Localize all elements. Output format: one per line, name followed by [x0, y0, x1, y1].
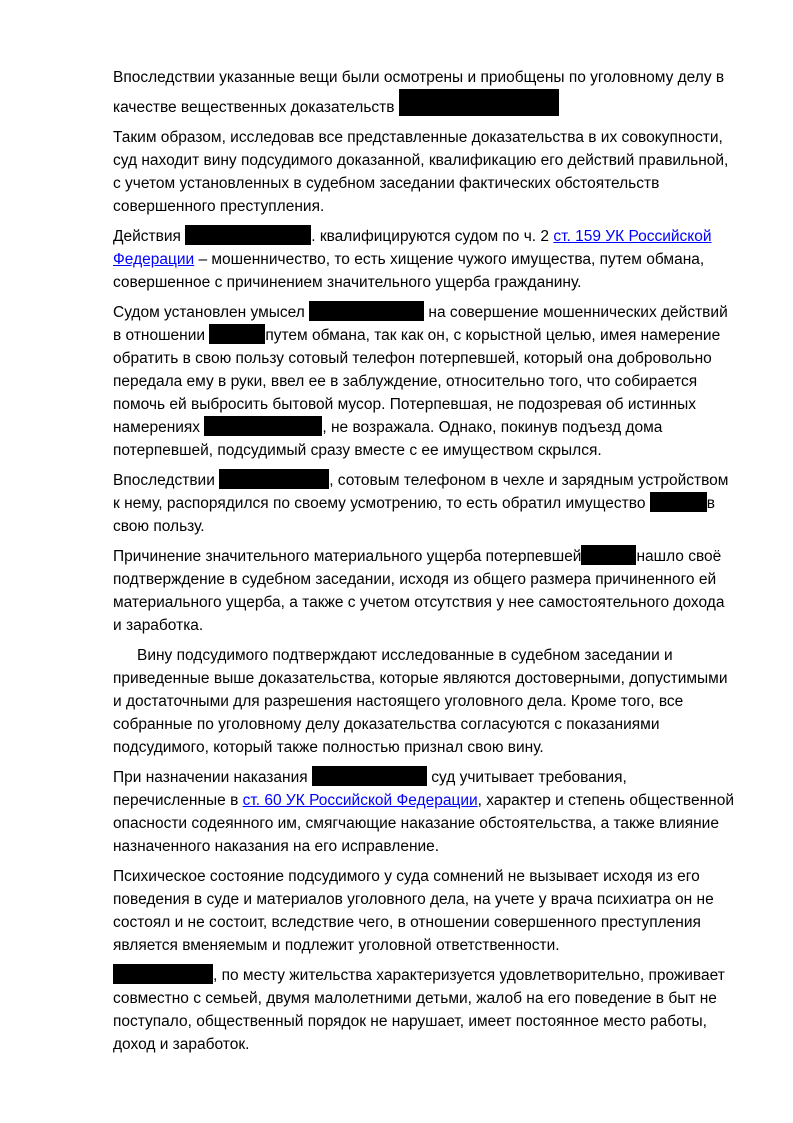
text-run: – мошенничество, то есть хищение чужого имущества, путем обмана, совершенное с причинением значительного ущерба гражданину. — [113, 251, 705, 291]
paragraph — [113, 66, 737, 119]
text-run: Впоследствии указанные вещи были осмотрены и приобщены по уголовному делу в качестве вещественных доказательств — [113, 69, 725, 116]
paragraph — [113, 545, 737, 637]
text-run: в свою пользу. — [113, 495, 715, 535]
paragraph — [113, 865, 737, 957]
text-run: Судом установлен умысел — [113, 304, 310, 321]
redaction-box — [204, 416, 322, 436]
statute-link[interactable]: ст. 159 УК Российской Федерации — [113, 228, 712, 268]
redaction-box — [209, 324, 265, 344]
paragraph — [113, 301, 737, 462]
text-run: , характер и степень общественной опасности содеянного им, смягчающие наказание обстоятельства, а также влияние назначенного наказания на его исправление. — [113, 792, 734, 855]
paragraph — [113, 766, 737, 858]
paragraph — [113, 964, 737, 1056]
text-run: нашло своё подтверждение в судебном заседании, исходя из общего размера причиненного ей материального ущерба, а также с учетом отсутствия у нее самостоятельного дохода и заработка. — [113, 548, 725, 634]
redaction-box — [650, 492, 707, 512]
text-run: . квалифицируются судом по ч. 2 — [311, 228, 554, 245]
paragraph — [113, 225, 737, 294]
redaction-box — [219, 469, 329, 489]
paragraph — [113, 644, 737, 759]
text-run: суд учитывает требования, перечисленные в — [113, 769, 627, 809]
text-run: Таким образом, исследовав все представленные доказательства в их совокупности, суд находит вину подсудимого доказанной, квалификацию его действий правильной, с учетом установленных в судебном заседании фактических обстоятельств совершенного преступления. — [113, 129, 729, 215]
text-run: При назначении наказания — [113, 769, 312, 786]
text-run: Впоследствии — [113, 472, 220, 489]
paragraph — [113, 469, 737, 538]
redaction-box — [312, 766, 427, 786]
paragraph — [113, 126, 737, 218]
redaction-box — [185, 225, 311, 245]
text-run: Действия — [113, 228, 186, 245]
text-run: , по месту жительства характеризуется удовлетворительно, проживает совместно с семьей, двумя малолетними детьми, жалоб на его поведение в быт не поступало, общественный порядок не нарушает, имеет постоянное место работы, доход и заработок. — [113, 967, 725, 1053]
statute-link[interactable]: ст. 60 УК Российской Федерации — [242, 792, 478, 809]
redaction-box — [581, 545, 636, 565]
redaction-box — [113, 964, 213, 984]
redaction-box — [309, 301, 424, 321]
text-run: на совершение мошеннических действий в отношении — [113, 304, 728, 344]
text-run: Вину подсудимого подтверждают исследованные в судебном заседании и приведенные выше доказательства, которые являются достоверными, допустимыми и достаточными для разрешения настоящего уголовного дела. Кроме того, все собранные по уголовному делу доказательства согласуются с показаниями подсудимого, который также полностью признал свою вину. — [113, 647, 728, 756]
text-run: Причинение значительного материального ущерба потерпевшей — [113, 548, 582, 565]
text-run: Психическое состояние подсудимого у суда сомнений не вызывает исходя из его поведения в суде и материалов уголовного дела, на учете у врача психиатра он не состоял и не состоит, вследствие чего, в отношении совершенного преступления является вменяемым и подлежит уголовной ответственности. — [113, 868, 714, 954]
redaction-box — [399, 89, 559, 116]
text-run: , сотовым телефоном в чехле и зарядным устройством к нему, распорядился по своему усмотрению, то есть обратил имущество — [113, 472, 729, 512]
text-run: , не возражала. Однако, покинув подъезд дома потерпевшей, подсудимый сразу вместе с ее имуществом скрылся. — [113, 419, 663, 459]
text-run: путем обмана, так как он, с корыстной целью, имея намерение обратить в свою пользу сотовый телефон потерпевшей, который она добровольно передала ему в руки, ввел ее в заблуждение, относительно того, что собирается помочь ей выбросить бытовой мусор. Потерпевшая, не подозревая об истинных намерениях — [113, 327, 721, 436]
